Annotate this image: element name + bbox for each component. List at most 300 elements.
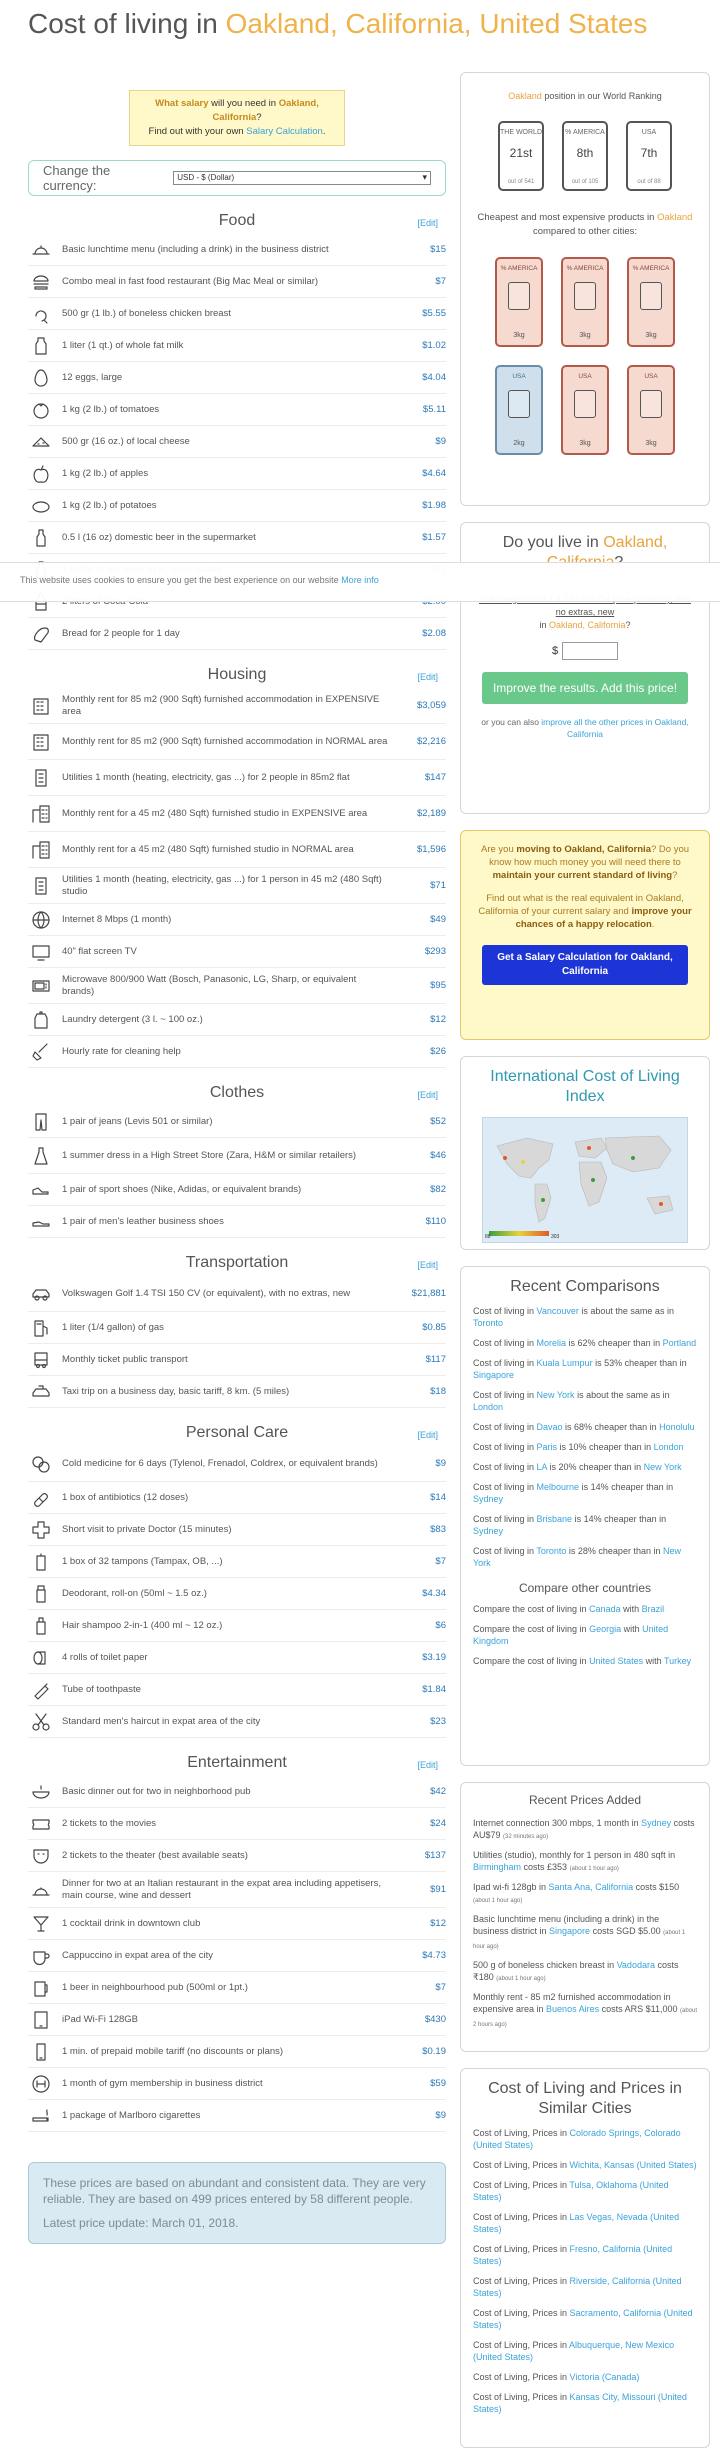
product-icon	[640, 390, 662, 418]
price-row	[28, 1872, 446, 1908]
price-row-value: $147	[424, 772, 446, 783]
comparison-item	[473, 1357, 697, 1381]
price-row-value: $3,059	[416, 700, 446, 711]
ranking-box[interactable]	[562, 121, 608, 191]
comparison-item-c: is 62% cheaper than in	[566, 1338, 663, 1348]
product-card[interactable]	[561, 257, 609, 347]
price-row	[28, 362, 446, 394]
price-row	[28, 1004, 446, 1036]
currency-symbol: $	[551, 645, 559, 657]
note-reliability: These prices are based on abundant and consistent data. They are very reliable. They are based on 499 prices entered by 58 different people.	[43, 2176, 426, 2206]
banner-q2: will you need in	[208, 98, 279, 109]
comparison-item	[473, 1513, 697, 1537]
similar-city-link[interactable]: Colorado Springs, Colorado (United States)	[473, 2128, 681, 2150]
currency-selector	[28, 160, 446, 196]
price-row	[28, 330, 446, 362]
price-row-label: Volkswagen Golf 1.4 TSI 150 CV (or equivalent), with no extras, new	[62, 1287, 351, 1299]
country-comparison-item-city-a[interactable]: United States	[589, 1656, 644, 1666]
product-card[interactable]	[495, 257, 543, 347]
price-row	[28, 1344, 446, 1376]
live-sub2a: in	[539, 620, 549, 630]
comparison-item-city-b[interactable]: London	[653, 1442, 684, 1452]
ranking-box-region: THE WORLD	[500, 129, 542, 136]
country-comparison-item-city-b[interactable]: Turkey	[663, 1656, 692, 1666]
cookie-more-info-link[interactable]: More info	[341, 575, 379, 585]
price-row-label: Internet 8 Mbps (1 month)	[62, 913, 172, 925]
potato-icon	[28, 495, 54, 517]
tampon-icon	[28, 1551, 54, 1573]
moving-p1d: maintain your current standard of living	[492, 870, 673, 881]
similar-city-a: Cost of Living, Prices in	[473, 2212, 570, 2222]
country-comparison-item-city-a[interactable]: Georgia	[589, 1624, 622, 1634]
price-row-label: 1 pair of men's leather business shoes	[62, 1215, 224, 1227]
price-row-value: $1.57	[422, 532, 446, 543]
currency-select[interactable]: USD - $ (Dollar) ▾	[173, 171, 431, 185]
building-icon	[28, 731, 54, 753]
recent-price-c: costs $150	[633, 1882, 680, 1892]
section-title-text: Food	[218, 212, 256, 229]
recent-prices-card	[460, 1782, 710, 2052]
recent-price-item	[473, 1913, 697, 1953]
comparison-item-city-a[interactable]: Toronto	[536, 1546, 567, 1556]
price-row-label: 1 box of antibiotics (12 doses)	[62, 1491, 189, 1503]
banner-q3: Oakland, California	[212, 98, 319, 123]
recent-price-item	[473, 1849, 697, 1875]
price-row-value: $42	[430, 1786, 446, 1797]
map-dot	[659, 1202, 663, 1206]
similar-city-a: Cost of Living, Prices in	[473, 2160, 570, 2170]
edit-link-entertainment[interactable]: [Edit]	[417, 1760, 438, 1770]
comparison-item-city-a[interactable]: Melbourne	[536, 1482, 580, 1492]
price-row-value: $110	[425, 1216, 446, 1227]
product-label: 3kg	[579, 332, 591, 339]
product-label: 3kg	[579, 440, 591, 447]
recent-price-city[interactable]: Buenos Aires	[546, 2004, 600, 2014]
product-grid	[473, 365, 697, 455]
price-row-value: $5.55	[422, 308, 446, 319]
price-row-value: $0.85	[422, 1322, 446, 1333]
banner-f3: .	[322, 126, 326, 137]
price-row-label: Bread for 2 people for 1 day	[62, 627, 180, 639]
similar-city-item	[473, 2275, 697, 2299]
price-row-label: Cold medicine for 6 days (Tylenol, Frenadol, Coldrex, or equivalent brands)	[62, 1457, 378, 1469]
recent-price-time: (about 1 hour ago)	[473, 1898, 523, 1904]
price-row-label: Combo meal in fast food restaurant (Big Mac Meal or similar)	[62, 275, 319, 287]
ranking-box-rank: 8th	[576, 146, 594, 160]
cross-icon	[28, 1519, 54, 1541]
recent-price-time: (32 minutes ago)	[503, 1834, 549, 1840]
price-row	[28, 796, 446, 832]
similar-city-link[interactable]: Albuquerque, New Mexico (United States)	[473, 2340, 675, 2362]
price-row-value: $430	[424, 2014, 446, 2025]
price-row-value: $1.02	[422, 340, 446, 351]
comparison-item	[473, 1389, 697, 1413]
price-row	[28, 522, 446, 554]
product-label: 3kg	[645, 440, 657, 447]
price-row-value: $6	[435, 1620, 446, 1631]
price-row	[28, 618, 446, 650]
salary-banner[interactable]	[129, 90, 345, 146]
recent-price-a: Ipad wi-fi 128gb in	[473, 1882, 549, 1892]
product-label: 3kg	[513, 332, 525, 339]
recent-price-item	[473, 1881, 697, 1907]
price-row-value: $83	[430, 1524, 446, 1535]
price-row-value: $14	[430, 1492, 446, 1503]
price-row-label: Monthly rent for a 45 m2 (480 Sqft) furnished studio in NORMAL area	[62, 843, 354, 855]
bread-icon	[28, 623, 54, 645]
similar-city-link[interactable]: Sacramento, California (United States)	[473, 2308, 693, 2330]
comparison-item-a: Cost of living in	[473, 1358, 537, 1368]
recent-price-a: 500 g of boneless chicken breast in	[473, 1960, 617, 1970]
price-row-label: Deodorant, roll-on (50ml ~ 1.5 oz.)	[62, 1587, 207, 1599]
similar-city-link[interactable]: Tulsa, Oklahoma (United States)	[473, 2180, 669, 2202]
live-sub2c: ?	[625, 620, 631, 630]
cheese-icon	[28, 431, 54, 453]
comparison-item-a: Cost of living in	[473, 1546, 537, 1556]
dress-icon	[28, 1145, 54, 1167]
recent-price-a: Utilities (studio), monthly for 1 person in 480 sqft in	[473, 1850, 676, 1860]
product-grids	[473, 257, 697, 455]
ranking-box[interactable]	[498, 121, 544, 191]
price-row-label: 1 cocktail drink in downtown club	[62, 1917, 201, 1929]
price-row-value: $2.08	[422, 628, 446, 639]
ranking-box[interactable]	[626, 121, 672, 191]
currency-label: Change the currency:	[43, 163, 111, 193]
note-update: Latest price update: March 01, 2018.	[43, 2216, 239, 2230]
price-row-value: $1.84	[422, 1684, 446, 1695]
price-row-label: Taxi trip on a business day, basic tariff, 8 km. (5 miles)	[62, 1385, 290, 1397]
shampoo-icon	[28, 1615, 54, 1637]
price-row-value: $1.98	[422, 500, 446, 511]
cheap-text-city: Oakland	[657, 212, 693, 223]
similar-list	[473, 2127, 697, 2415]
price-row-value: $71	[430, 880, 446, 891]
comparison-item-city-a[interactable]: Vancouver	[536, 1306, 579, 1316]
recent-price-item	[473, 1991, 697, 2031]
recent-price-city[interactable]: Vadodara	[616, 1960, 655, 1970]
similar-city-link[interactable]: Las Vegas, Nevada (United States)	[473, 2212, 680, 2234]
price-row-label: Hair shampoo 2-in-1 (400 ml ~ 12 oz.)	[62, 1619, 223, 1631]
improve-all-link[interactable]: improve all the other prices in Oakland, California	[541, 717, 689, 739]
ranking-box-sub: out of 88	[637, 179, 661, 185]
comparison-item-c: is 68% cheaper than in	[562, 1422, 660, 1432]
comparison-item-city-a[interactable]: Paris	[536, 1442, 558, 1452]
building-icon	[28, 695, 54, 717]
recent-price-item	[473, 1817, 697, 1843]
ranking-box-sub: out of 541	[507, 179, 535, 185]
recent-price-time: (about 1 hour ago)	[496, 1976, 546, 1982]
price-row-value: $2,216	[416, 736, 446, 747]
price-row-value: $21,881	[411, 1288, 446, 1299]
recent-price-c: costs ₹180	[473, 1960, 679, 1982]
price-row	[28, 1908, 446, 1940]
similar-city-item	[473, 2127, 697, 2151]
comparison-item-a: Cost of living in	[473, 1482, 537, 1492]
product-region: USA	[512, 373, 526, 380]
product-label: 2kg	[513, 440, 525, 447]
dish-icon	[28, 239, 54, 261]
bus-icon	[28, 1349, 54, 1371]
price-row-label: 1 box of 32 tampons (Tampax, OB, ...)	[62, 1555, 223, 1567]
similar-city-link[interactable]: Kansas City, Missouri (United States)	[473, 2392, 687, 2414]
price-row-label: Monthly ticket public transport	[62, 1353, 188, 1365]
similar-city-a: Cost of Living, Prices in	[473, 2180, 570, 2190]
price-row	[28, 832, 446, 868]
moving-p1c: ? Do you know how much money you will need there to	[489, 844, 690, 868]
price-row-label: 500 gr (16 oz.) of local cheese	[62, 435, 190, 447]
ranking-city: Oakland	[508, 91, 542, 101]
ranking-box-rank: 21st	[509, 146, 533, 160]
price-row	[28, 936, 446, 968]
recent-price-a: Basic lunchtime menu (including a drink) in the business district in	[473, 1914, 660, 1936]
country-list	[473, 1603, 697, 1667]
salary-calculation-button[interactable]: Get a Salary Calculation for Oakland, California	[482, 945, 688, 985]
comparison-item-city-a[interactable]: Brisbane	[536, 1514, 573, 1524]
price-row-label: 1 liter (1 qt.) of whole fat milk	[62, 339, 184, 351]
ranking-box-rank: 7th	[640, 146, 658, 160]
comparison-item-c: is 10% cheaper than in	[557, 1442, 654, 1452]
price-row-label: Microwave 800/900 Watt (Bosch, Panasonic, LG, Sharp, or equivalent brands)	[62, 973, 357, 997]
similar-city-a: Cost of Living, Prices in	[473, 2372, 570, 2382]
product-card[interactable]	[561, 365, 609, 455]
moving-p1	[471, 843, 699, 882]
moving-card	[460, 830, 710, 1040]
comparison-item-city-a[interactable]: Davao	[536, 1422, 563, 1432]
recent-price-time: (about 1 hour ago)	[473, 1930, 686, 1950]
country-comparison-item-city-a[interactable]: Canada	[589, 1604, 621, 1614]
price-row-label: 1 min. of prepaid mobile tariff (no discounts or plans)	[62, 2045, 284, 2057]
shoe-icon	[28, 1211, 54, 1233]
price-row	[28, 688, 446, 724]
similar-city-item	[473, 2243, 697, 2267]
comparison-item	[473, 1421, 697, 1433]
product-region: USA	[578, 373, 592, 380]
price-row-value: $7	[435, 276, 446, 287]
price-input[interactable]	[562, 642, 618, 660]
deodorant-icon	[28, 1583, 54, 1605]
price-row-value: $15	[430, 244, 446, 255]
beer-bottle-icon	[28, 527, 54, 549]
product-card[interactable]	[495, 365, 543, 455]
product-region: % AMERICA	[500, 265, 538, 272]
product-card[interactable]	[627, 365, 675, 455]
price-row	[28, 2100, 446, 2132]
comparison-item-city-a[interactable]: New York	[536, 1390, 575, 1400]
price-row	[28, 394, 446, 426]
price-row	[28, 1376, 446, 1408]
salary-calculation-link[interactable]: Salary Calculation	[246, 126, 323, 137]
milk-icon	[28, 335, 54, 357]
product-card[interactable]	[627, 257, 675, 347]
recent-price-c: costs AU$79	[473, 1818, 695, 1840]
comparison-item-c: is 53% cheaper than in	[592, 1358, 687, 1368]
price-row-value: $5.11	[422, 404, 446, 415]
similar-city-a: Cost of Living, Prices in	[473, 2244, 570, 2254]
country-comparison-item-city-b[interactable]: Brazil	[641, 1604, 665, 1614]
jeans-icon	[28, 1111, 54, 1133]
comparison-item-city-b[interactable]: New York	[643, 1462, 682, 1472]
price-row	[28, 1138, 446, 1174]
similar-city-link[interactable]: Wichita, Kansas (United States)	[569, 2160, 697, 2170]
recent-price-c: costs ARS $11,000	[599, 2004, 678, 2014]
add-price-button[interactable]: Improve the results. Add this price!	[482, 672, 688, 704]
price-row	[28, 1036, 446, 1068]
price-row	[28, 1674, 446, 1706]
comparison-item-city-b[interactable]: Portland	[662, 1338, 697, 1348]
beer-icon	[28, 1977, 54, 1999]
price-row	[28, 904, 446, 936]
phone-icon	[28, 2041, 54, 2063]
country-comparison-item-city-b[interactable]: United Kingdom	[473, 1624, 669, 1646]
recent-price-a: Internet connection 300 mbps, 1 month in	[473, 1818, 642, 1828]
capsule-icon	[28, 1487, 54, 1509]
recent-price-city[interactable]: Singapore	[549, 1926, 591, 1936]
utilities-icon	[28, 767, 54, 789]
product-icon	[508, 390, 530, 418]
price-row	[28, 968, 446, 1004]
car-icon	[28, 1283, 54, 1305]
moving-p1e: ?	[672, 870, 678, 881]
section-title-clothes	[28, 1080, 446, 1106]
edit-link-clothes[interactable]: [Edit]	[417, 1090, 438, 1100]
edit-link-transportation[interactable]: [Edit]	[417, 1260, 438, 1270]
similar-city-link[interactable]: Riverside, California (United States)	[473, 2276, 682, 2298]
price-row-label: 1 summer dress in a High Street Store (Zara, H&M or similar retailers)	[62, 1149, 357, 1161]
live-item-name[interactable]: no extras, new	[555, 607, 615, 617]
fuel-icon	[28, 1317, 54, 1339]
price-row-label: Utilities 1 month (heating, electricity, gas ...) for 2 people in 85m2 flat	[62, 771, 350, 783]
page-title-location: Oakland, California, United States	[225, 8, 648, 39]
country-comparison-item-a: Compare the cost of living in	[473, 1604, 590, 1614]
comparison-item-a: Cost of living in	[473, 1338, 537, 1348]
map-dot	[521, 1160, 525, 1164]
ranking-boxes	[473, 121, 697, 191]
section-title-text: Clothes	[209, 1084, 265, 1101]
similar-city-item	[473, 2307, 697, 2331]
section-title-personal	[28, 1420, 446, 1446]
section-title-text: Personal Care	[185, 1424, 289, 1441]
product-label: 3kg	[645, 332, 657, 339]
similar-city-a: Cost of Living, Prices in	[473, 2340, 570, 2350]
price-row-label: Hourly rate for cleaning help	[62, 1045, 181, 1057]
banner-q1: What salary	[155, 98, 209, 109]
recent-title: Recent Comparisons	[510, 1278, 660, 1295]
similar-city-link[interactable]: Fresno, California (United States)	[473, 2244, 673, 2266]
map-dot	[541, 1198, 545, 1202]
recent-price-time: (about 1 hour ago)	[569, 1866, 619, 1872]
comparison-item-a: Cost of living in	[473, 1390, 537, 1400]
price-row	[28, 426, 446, 458]
egg-icon	[28, 367, 54, 389]
price-row-label: 0.5 l (16 oz) domestic beer in the supermarket	[62, 531, 256, 543]
ticket-icon	[28, 1813, 54, 1835]
price-row-value: $137	[424, 1850, 446, 1861]
comparison-item-city-b[interactable]: Sydney	[473, 1494, 504, 1504]
price-row-value: $117	[425, 1354, 446, 1365]
product-grid	[473, 257, 697, 347]
edit-link-food[interactable]: [Edit]	[417, 218, 438, 228]
price-row	[28, 1446, 446, 1482]
cookie-bar	[0, 562, 720, 602]
price-row-value: $9	[435, 1458, 446, 1469]
microwave-icon	[28, 975, 54, 997]
comparison-item-city-b[interactable]: Toronto	[473, 1318, 504, 1328]
price-row	[28, 298, 446, 330]
toothpaste-icon	[28, 1679, 54, 1701]
moving-p2b: improve your chances of a happy relocation	[515, 906, 692, 930]
country-comparison-item-c: with	[621, 1624, 643, 1634]
price-row-label: Cappuccino in expat area of the city	[62, 1949, 214, 1961]
recent-price-city[interactable]: Birmingham	[473, 1862, 522, 1872]
price-row-value: $4.64	[422, 468, 446, 479]
live-sub2b: Oakland, California	[548, 620, 626, 630]
price-row-value: $49	[430, 914, 446, 925]
moving-p2	[471, 892, 699, 931]
world-map[interactable]	[482, 1117, 688, 1243]
price-row-value: $95	[430, 980, 446, 991]
comparison-item	[473, 1461, 697, 1473]
price-row	[28, 1940, 446, 1972]
similar-city-link[interactable]: Victoria (Canada)	[569, 2372, 640, 2382]
comparison-item-a: Cost of living in	[473, 1422, 537, 1432]
price-row	[28, 1808, 446, 1840]
country-comparison-item	[473, 1623, 697, 1647]
price-row	[28, 868, 446, 904]
index-card	[460, 1056, 710, 1250]
price-row-value: $2,189	[416, 808, 446, 819]
price-row-label: iPad Wi-Fi 128GB	[62, 2013, 139, 2025]
index-title: International Cost of Living Index	[490, 1068, 680, 1105]
comparison-item-city-b[interactable]: Honolulu	[659, 1422, 695, 1432]
banner-f1: Find out with your own	[148, 126, 247, 137]
price-row-value: $12	[430, 1014, 446, 1025]
country-comparison-item	[473, 1603, 697, 1615]
price-row	[28, 760, 446, 796]
price-row	[28, 1206, 446, 1238]
detergent-icon	[28, 1009, 54, 1031]
price-row-value: $24	[430, 1818, 446, 1829]
ranking-title: position in our World Ranking	[541, 91, 662, 101]
comparison-item-a: Cost of living in	[473, 1462, 537, 1472]
comparison-item-city-a[interactable]: Kuala Lumpur	[536, 1358, 593, 1368]
comparison-item-city-b[interactable]: Singapore	[473, 1370, 515, 1380]
edit-link-housing[interactable]: [Edit]	[417, 672, 438, 682]
comparison-item	[473, 1337, 697, 1349]
edit-link-personal[interactable]: [Edit]	[417, 1430, 438, 1440]
product-icon	[574, 282, 596, 310]
price-row-value: $12	[430, 1918, 446, 1929]
country-comparison-item-a: Compare the cost of living in	[473, 1624, 590, 1634]
comparison-item-city-a[interactable]: LA	[536, 1462, 548, 1472]
price-row	[28, 1578, 446, 1610]
price-row	[28, 1482, 446, 1514]
cheap-text-a: Cheapest and most expensive products in	[477, 212, 658, 223]
price-row-label: Basic lunchtime menu (including a drink) in the business district	[62, 243, 329, 255]
recent-price-city[interactable]: Santa Ana, California	[548, 1882, 634, 1892]
country-comparison-item	[473, 1655, 697, 1667]
left-column	[28, 90, 446, 2244]
price-sections	[28, 208, 446, 2132]
recent-price-city[interactable]: Sydney	[641, 1818, 672, 1828]
price-row	[28, 2004, 446, 2036]
comparison-item-city-b[interactable]: London	[473, 1402, 504, 1412]
comparison-item-city-a[interactable]: Morelia	[536, 1338, 567, 1348]
price-row-label: 1 month of gym membership in business district	[62, 2077, 263, 2089]
comparison-item-city-b[interactable]: New York	[473, 1546, 681, 1568]
section-title-entertainment	[28, 1750, 446, 1776]
similar-city-item	[473, 2211, 697, 2235]
comparison-item-city-b[interactable]: Sydney	[473, 1526, 504, 1536]
